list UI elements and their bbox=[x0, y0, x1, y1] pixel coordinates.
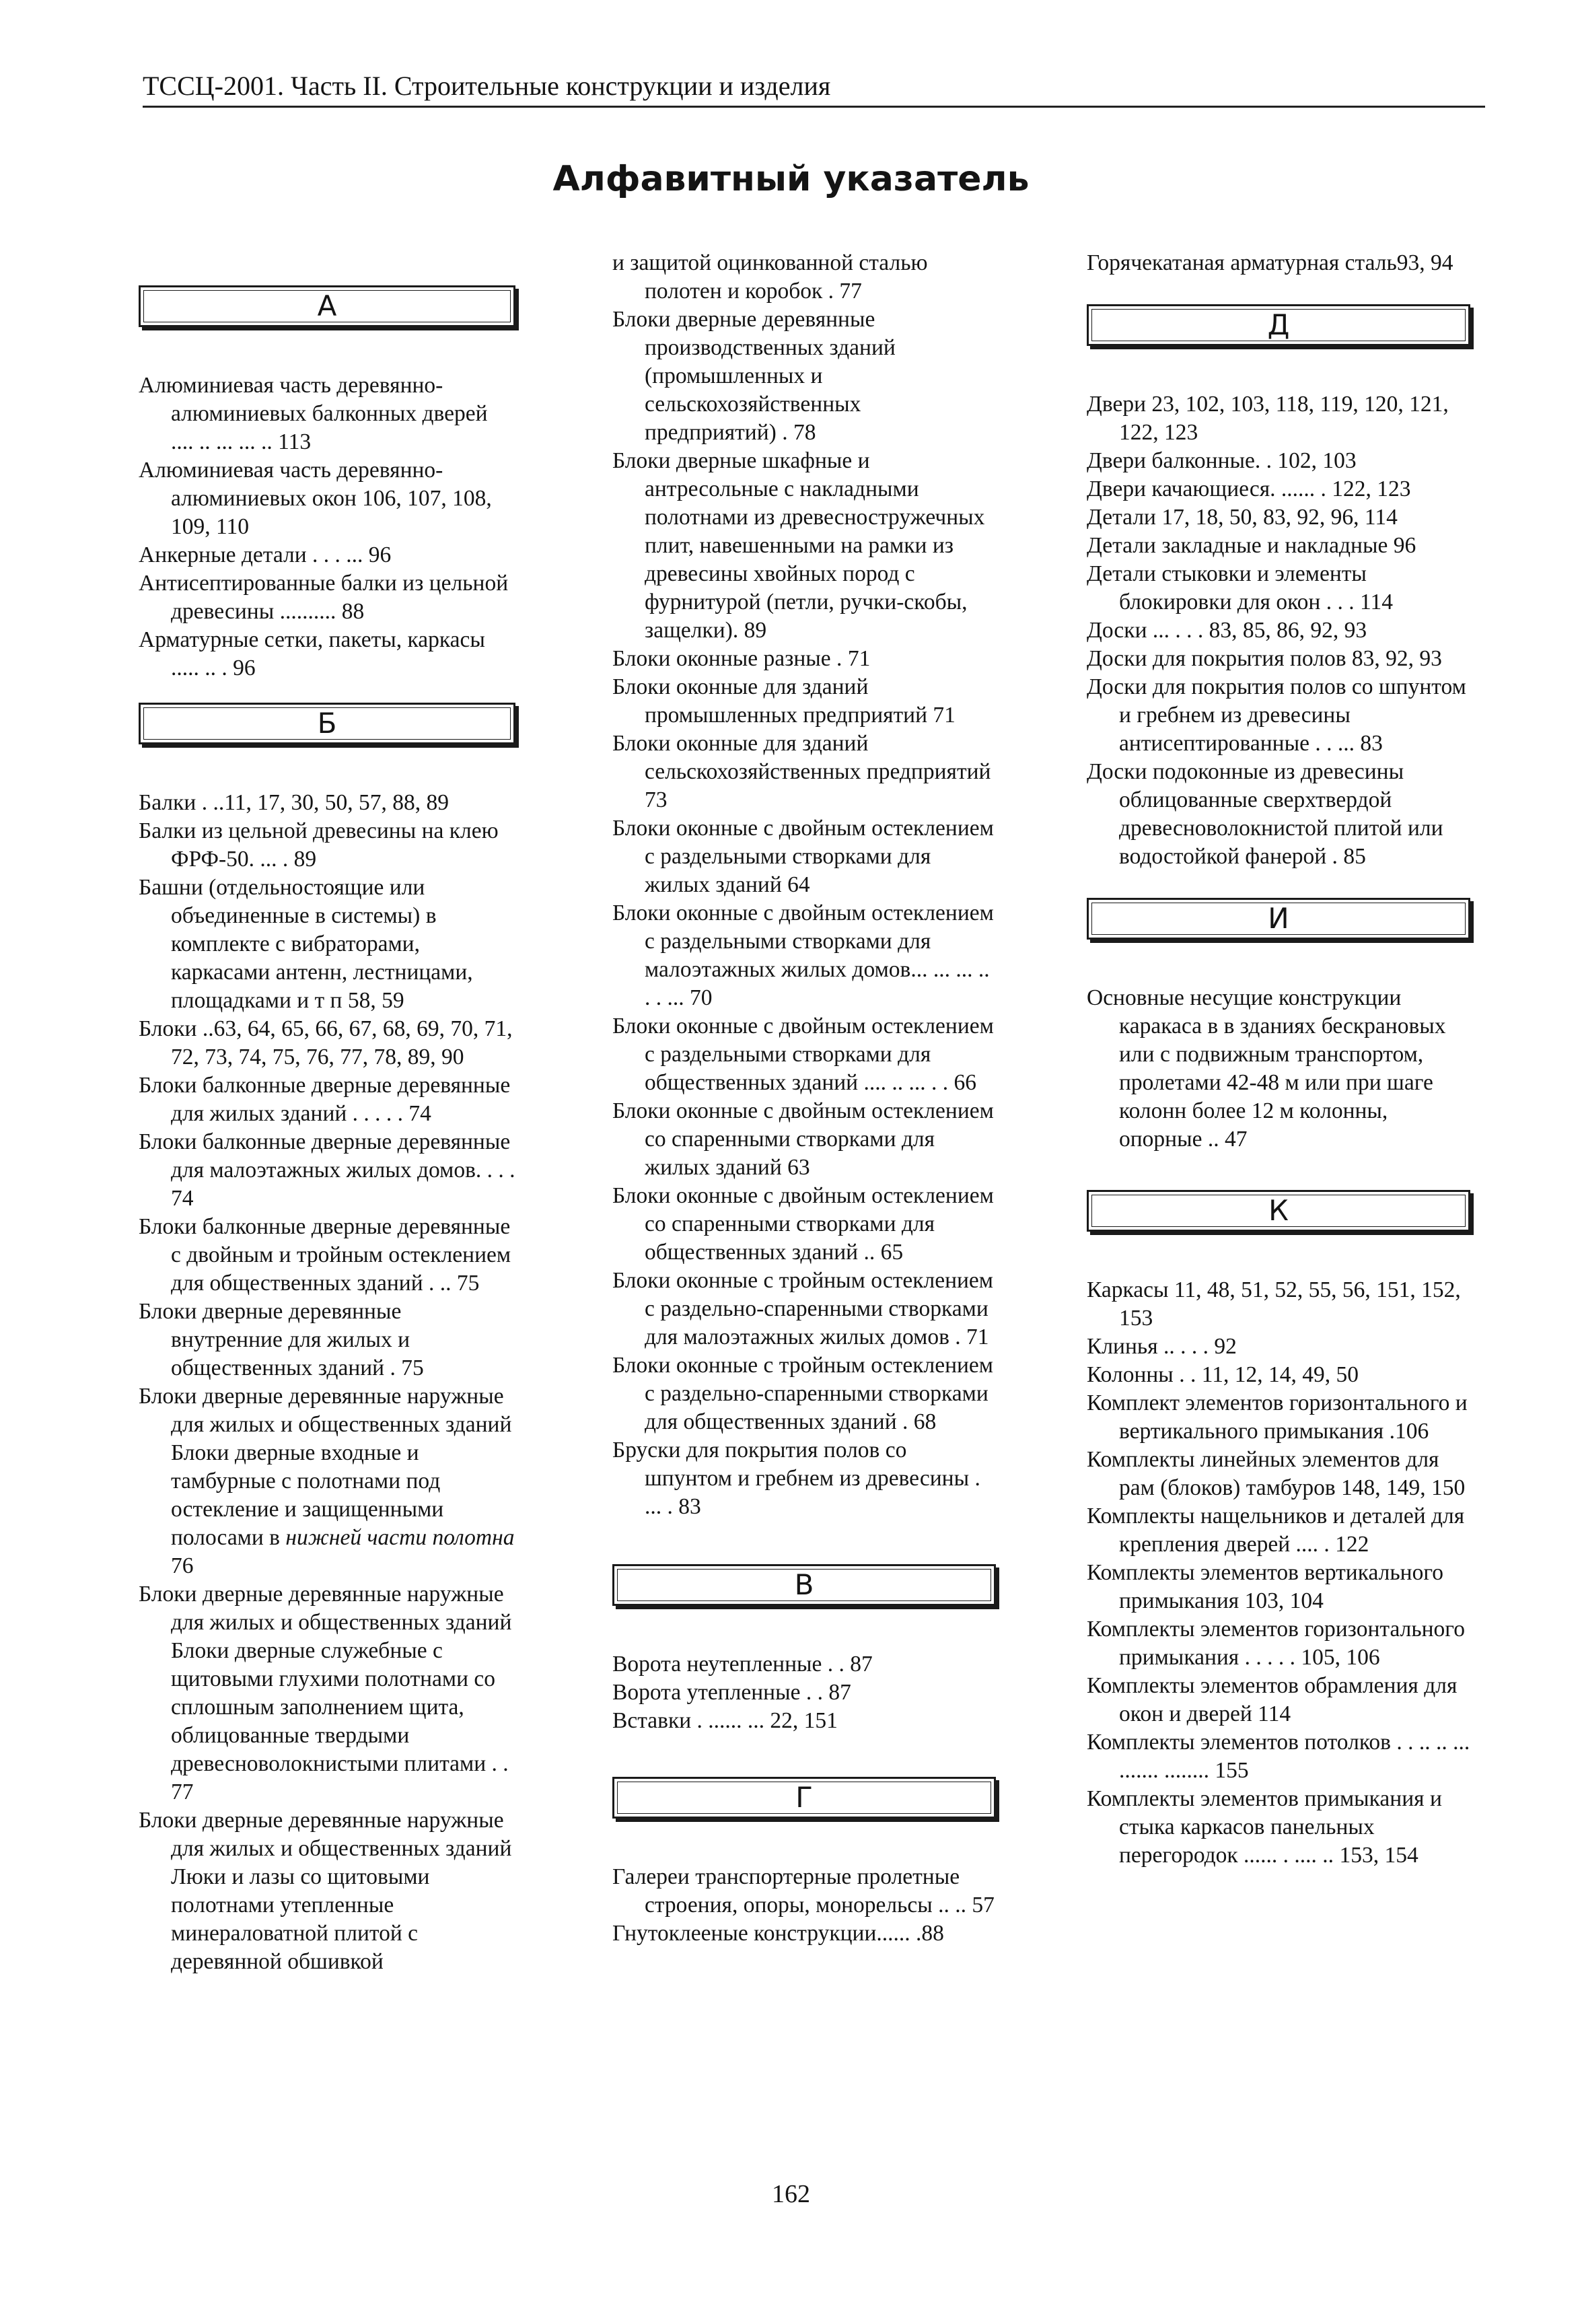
index-entry bbox=[139, 1015, 515, 1071]
index-term: Двери bbox=[1087, 392, 1147, 417]
index-term: Вставки . ...... ... bbox=[612, 1708, 765, 1733]
index-entry bbox=[1087, 447, 1470, 475]
index-pages: 114 bbox=[1258, 1701, 1291, 1726]
index-pages: 87 bbox=[850, 1652, 873, 1677]
index-entry bbox=[1087, 390, 1470, 447]
index-pages: 70 bbox=[690, 985, 713, 1010]
index-term: Блоки дверные деревянные производственных зданий (промышленных и сельскохозяйственных предприятий) . bbox=[612, 307, 896, 445]
index-entry bbox=[139, 541, 515, 569]
index-pages: 94 bbox=[1431, 250, 1453, 275]
entries-col2-top bbox=[612, 249, 996, 1521]
index-pages: 148, 149, 150 bbox=[1341, 1475, 1466, 1500]
index-entry bbox=[612, 1182, 996, 1267]
index-term: Гнутоклееные конструкции...... bbox=[612, 1921, 910, 1946]
index-entry bbox=[139, 789, 515, 817]
index-term: Блоки оконные с двойным остеклением со спаренными створками для жилых зданий bbox=[612, 1098, 994, 1180]
section-letter: Д bbox=[1267, 308, 1290, 341]
index-pages: ..11, 17, 30, 50, 57, 88, 89 bbox=[213, 790, 449, 815]
index-entry bbox=[139, 1580, 515, 1806]
index-entry bbox=[139, 1071, 515, 1128]
section-letter: И bbox=[1268, 902, 1289, 935]
index-entry bbox=[139, 626, 515, 682]
index-term: Двери качающиеся. ...... bbox=[1087, 477, 1316, 501]
index-pages: 23, 102, 103, 118, 119, 120, 121, 122, 123 bbox=[1119, 392, 1449, 445]
page-title: Алфавитный указатель bbox=[552, 159, 1030, 199]
index-pages: 113 bbox=[278, 429, 312, 454]
index-entry bbox=[1087, 503, 1470, 532]
index-term: Комплекты нащельников и деталей для крепления дверей .... . bbox=[1087, 1504, 1465, 1557]
entries-k bbox=[1087, 1276, 1470, 1870]
index-pages: 83, 92, 93 bbox=[1351, 646, 1442, 671]
index-entry bbox=[139, 1382, 515, 1580]
section-letter-box bbox=[139, 285, 515, 327]
index-term: Блоки оконные с тройным остеклением с раздельно-спаренными створками для малоэтажных жилых домов . bbox=[612, 1268, 993, 1349]
entries-i bbox=[1087, 984, 1470, 1154]
index-entry bbox=[1087, 617, 1470, 645]
index-term: Блоки оконные для зданий сельскохозяйственных предприятий bbox=[612, 731, 991, 784]
index-pages: 105, 106 bbox=[1301, 1645, 1380, 1670]
index-pages: 78 bbox=[793, 420, 816, 445]
index-pages: 77 bbox=[839, 279, 862, 304]
index-entry bbox=[1087, 758, 1470, 871]
index-term: Комплекты линейных элементов для рам (блоков) тамбуров bbox=[1087, 1447, 1439, 1500]
index-column-3 bbox=[1087, 249, 1470, 1870]
running-head: ТССЦ-2001. Часть II. Строительные конструкции и изделия bbox=[143, 70, 1485, 108]
index-pages: 75 bbox=[456, 1271, 480, 1296]
index-pages: 102, 103 bbox=[1277, 448, 1357, 473]
index-pages: 73 bbox=[645, 787, 668, 812]
index-pages: 89 bbox=[293, 847, 317, 872]
index-term: Комплект элементов горизонтального и вертикального примыкания bbox=[1087, 1390, 1468, 1444]
entries-g bbox=[612, 1863, 996, 1948]
index-pages: ..63, 64, 65, 66, 67, 68, 69, 70, 71, 72, 73, 74, 75, 76, 77, 78, 89, 90 bbox=[171, 1016, 513, 1069]
index-column-2 bbox=[612, 249, 996, 1948]
index-term: Блоки дверные деревянные наружные для жилых и общественных зданий Люки и лазы со щитовыми полотнами утепленные минераловатной плитой с деревянной обшивкой bbox=[139, 1808, 512, 1974]
index-term: Блоки оконные с двойным остеклением со спаренными створками для общественных зданий .. bbox=[612, 1183, 994, 1265]
index-pages: 66 bbox=[954, 1070, 976, 1095]
index-term: Блоки оконные для зданий промышленных предприятий bbox=[612, 674, 928, 728]
section-letter-box bbox=[1087, 1190, 1470, 1232]
index-term: Комплекты элементов потолков . . .. .. ... ....... ........ bbox=[1087, 1730, 1470, 1783]
index-entry bbox=[1087, 1502, 1470, 1559]
index-term: Комплекты элементов обрамления для окон и дверей bbox=[1087, 1673, 1458, 1726]
section-letter: А bbox=[317, 289, 337, 322]
index-term-italic: нижней части полотна bbox=[285, 1525, 515, 1550]
index-pages: 58, 59 bbox=[347, 988, 404, 1013]
index-entry bbox=[139, 569, 515, 626]
index-term: Антисептированные балки из цельной древесины .......... bbox=[139, 571, 509, 624]
index-term: Детали закладные и накладные bbox=[1087, 533, 1388, 558]
index-term: Блоки балконные дверные деревянные с двойным и тройным остеклением для общественных зданий . .. bbox=[139, 1214, 511, 1296]
index-term: Блоки оконные с двойным остеклением с раздельными створками для общественных зданий .... .. ... . . bbox=[612, 1014, 994, 1095]
index-term: Блоки оконные с двойным остеклением с раздельными створками для жилых зданий bbox=[612, 816, 994, 897]
section-letter-box bbox=[612, 1564, 996, 1606]
index-pages: 103, 104 bbox=[1244, 1588, 1324, 1613]
index-pages: 92 bbox=[1214, 1334, 1237, 1359]
index-entry bbox=[1087, 1446, 1470, 1502]
entries-v bbox=[612, 1650, 996, 1735]
index-pages: 153, 154 bbox=[1339, 1843, 1418, 1868]
index-entry bbox=[1087, 1559, 1470, 1615]
index-pages: 77 bbox=[171, 1780, 194, 1804]
entries-col3-top bbox=[1087, 249, 1470, 277]
index-term: Балки . bbox=[139, 790, 208, 815]
index-term: Доски для покрытия полов со шпунтом и гребнем из древесины антисептированные . . ... bbox=[1087, 674, 1466, 756]
index-entry bbox=[612, 1650, 996, 1679]
index-entry bbox=[612, 1920, 996, 1948]
index-pages: 57 bbox=[972, 1893, 995, 1917]
index-entry bbox=[139, 817, 515, 874]
index-pages: . 122, 123 bbox=[1320, 477, 1411, 501]
section-letter-box bbox=[139, 703, 515, 744]
section-letter: В bbox=[794, 1568, 814, 1601]
index-entry bbox=[612, 1351, 996, 1436]
index-entry bbox=[1087, 560, 1470, 617]
entries-d bbox=[1087, 390, 1470, 871]
index-pages: 122 bbox=[1335, 1532, 1369, 1557]
index-pages: 71 bbox=[847, 646, 871, 671]
index-term: Арматурные сетки, пакеты, каркасы ..... .. . bbox=[139, 627, 485, 680]
index-entry bbox=[612, 645, 996, 673]
index-column-1 bbox=[139, 272, 515, 1976]
index-entry bbox=[1087, 1333, 1470, 1361]
index-entry bbox=[1087, 1785, 1470, 1870]
index-pages: 65 bbox=[880, 1240, 904, 1265]
index-pages: 22, 151 bbox=[770, 1708, 838, 1733]
index-term: Алюминиевая часть деревянно-алюминиевых балконных дверей .... .. ... ... .. bbox=[139, 373, 488, 454]
index-entry bbox=[139, 1298, 515, 1382]
index-entry bbox=[139, 874, 515, 1015]
index-pages: 96 bbox=[368, 542, 392, 567]
index-term: и защитой оцинкованной сталью полотен и коробок . bbox=[612, 250, 928, 304]
index-entry bbox=[612, 447, 996, 645]
index-entry bbox=[612, 306, 996, 447]
index-term: Блоки дверные деревянные наружные для жилых и общественных зданий Блоки дверные входные и тамбурные с полотнами под остекление и защищенными полосами в bbox=[139, 1384, 512, 1550]
index-term: Доски для покрытия полов bbox=[1087, 646, 1346, 671]
index-pages: 83, 85, 86, 92, 93 bbox=[1209, 618, 1367, 643]
index-term: Колонны . . bbox=[1087, 1362, 1196, 1387]
index-pages: 87 bbox=[828, 1680, 851, 1705]
index-entry bbox=[612, 1267, 996, 1351]
index-entry bbox=[139, 1128, 515, 1213]
entries-b bbox=[139, 789, 515, 1976]
index-term: Блоки оконные с двойным остеклением с раздельными створками для малоэтажных жилых домов... ... ... .. . . ... bbox=[612, 901, 994, 1010]
index-entry bbox=[612, 1679, 996, 1707]
index-pages: . 74 bbox=[171, 1158, 515, 1211]
index-entry bbox=[1087, 1728, 1470, 1785]
index-term: Блоки дверные деревянные наружные для жилых и общественных зданий Блоки дверные служебные с щитовыми глухими полотнами со сплошным заполнением щита, облицованные твердыми древесноволокнистыми плитами . . bbox=[139, 1582, 512, 1776]
index-term: Комплекты элементов вертикального примыкания bbox=[1087, 1560, 1443, 1613]
section-letter-box bbox=[1087, 304, 1470, 346]
index-entry bbox=[612, 730, 996, 814]
section-letter: Б bbox=[317, 707, 337, 740]
index-entry bbox=[1087, 475, 1470, 503]
index-pages: 85 bbox=[1343, 844, 1366, 869]
index-term: Блоки оконные разные . bbox=[612, 646, 842, 671]
index-entry bbox=[1087, 1276, 1470, 1333]
index-term: Ворота неутепленные . . bbox=[612, 1652, 844, 1677]
index-entry bbox=[1087, 532, 1470, 560]
index-entry bbox=[612, 1012, 996, 1097]
index-term: Бруски для покрытия полов со шпунтом и гребнем из древесины . ... . bbox=[612, 1438, 980, 1519]
index-pages: 83 bbox=[678, 1494, 701, 1519]
index-entry bbox=[139, 372, 515, 456]
page-number: 162 bbox=[772, 2180, 810, 2208]
index-term: Алюминиевая часть деревянно-алюминиевых окон bbox=[139, 458, 443, 511]
index-pages: 88 bbox=[341, 599, 365, 624]
index-pages: 71 bbox=[933, 703, 956, 728]
index-term: Доски ... . . . bbox=[1087, 618, 1204, 643]
index-term: Комплекты элементов горизонтального примыкания . . . . . bbox=[1087, 1617, 1465, 1670]
index-entry bbox=[612, 1436, 996, 1521]
index-term: Основные несущие конструкции каракаса в в зданиях бескрановых или с подвижным транспортом, пролетами 42-48 м или при шаге колонн более 12 м колонны, опорные .. bbox=[1087, 985, 1446, 1152]
index-pages: 17, 18, 50, 83, 92, 96, 114 bbox=[1161, 505, 1398, 530]
index-term: Каркасы bbox=[1087, 1277, 1169, 1302]
index-pages: 75 bbox=[401, 1355, 424, 1380]
index-entry bbox=[1087, 673, 1470, 758]
index-term: Блоки балконные дверные деревянные для жилых зданий . . . . . bbox=[139, 1073, 511, 1126]
index-entry bbox=[612, 814, 996, 899]
section-letter: К bbox=[1268, 1194, 1289, 1227]
index-pages: 96 bbox=[233, 656, 256, 680]
index-entry bbox=[1087, 984, 1470, 1154]
index-entry bbox=[612, 899, 996, 1012]
index-term: Ворота утепленные . . bbox=[612, 1680, 823, 1705]
index-pages: 11, 12, 14, 49, 50 bbox=[1201, 1362, 1359, 1387]
index-pages: 71 bbox=[966, 1325, 989, 1349]
index-term: Горячекатаная арматурная сталь93, bbox=[1087, 250, 1425, 275]
index-term: Башни (отдельностоящие или объединенные в системы) в комплекте с вибраторами, каркасами антенн, лестницами, площадками и т п bbox=[139, 875, 473, 1013]
index-entry bbox=[1087, 1672, 1470, 1728]
index-entry bbox=[612, 249, 996, 306]
index-pages: .88 bbox=[916, 1921, 944, 1946]
index-entry bbox=[139, 1213, 515, 1298]
index-term: Доски подоконные из древесины облицованные сверхтвердой древесноволокнистой плитой или водостойкой фанерой . bbox=[1087, 759, 1443, 869]
index-pages: 96 bbox=[1393, 533, 1416, 558]
index-term: Блоки bbox=[139, 1016, 197, 1041]
index-entry bbox=[1087, 249, 1470, 277]
index-entry bbox=[1087, 1615, 1470, 1672]
index-entry bbox=[612, 1863, 996, 1920]
index-pages: 106, 107, 108, 109, 110 bbox=[171, 486, 492, 539]
index-pages: 76 bbox=[171, 1553, 194, 1578]
index-term: Комплекты элементов примыкания и стыка каркасов панельных перегородок ...... . .... .. bbox=[1087, 1786, 1442, 1868]
section-letter: Г bbox=[795, 1781, 813, 1814]
index-term: Анкерные детали . . . ... bbox=[139, 542, 363, 567]
index-entry bbox=[1087, 645, 1470, 673]
index-pages: 74 bbox=[408, 1101, 431, 1126]
index-pages: .106 bbox=[1389, 1419, 1429, 1444]
index-entry bbox=[1087, 1361, 1470, 1389]
index-pages: 155 bbox=[1215, 1758, 1249, 1783]
index-pages: 89 bbox=[744, 618, 767, 643]
index-term: Галереи транспортерные пролетные строения, опоры, монорельсы .. .. bbox=[612, 1864, 967, 1917]
section-letter-box bbox=[612, 1777, 996, 1819]
index-term: Блоки балконные дверные деревянные для малоэтажных жилых домов. . . bbox=[139, 1129, 511, 1183]
index-pages: 47 bbox=[1224, 1127, 1248, 1152]
index-term: Детали стыковки и элементы блокировки для окон . . . bbox=[1087, 561, 1367, 614]
index-term: Детали bbox=[1087, 505, 1156, 530]
index-entry bbox=[139, 456, 515, 541]
index-pages: 114 bbox=[1359, 590, 1393, 614]
index-term: Клинья .. . . . bbox=[1087, 1334, 1209, 1359]
index-term: Блоки дверные деревянные внутренние для жилых и общественных зданий . bbox=[139, 1299, 410, 1380]
index-term: Блоки дверные шкафные и антресольные с накладными полотнами из древесностружечных плит, навешенными на рамки из древесины хвойных пород с фурнитурой (петли, ручки-скобы, защелки). bbox=[612, 448, 985, 643]
index-pages: 11, 48, 51, 52, 55, 56, 151, 152, 153 bbox=[1119, 1277, 1461, 1331]
index-term: Блоки оконные с тройным остеклением с раздельно-спаренными створками для общественных зданий . bbox=[612, 1353, 993, 1434]
entries-a bbox=[139, 372, 515, 682]
index-entry bbox=[612, 1097, 996, 1182]
index-entry bbox=[612, 1707, 996, 1735]
section-letter-box bbox=[1087, 898, 1470, 940]
index-entry bbox=[139, 1806, 515, 1976]
index-entry bbox=[612, 673, 996, 730]
index-pages: 63 bbox=[787, 1155, 810, 1180]
index-term: Двери балконные. . bbox=[1087, 448, 1272, 473]
index-pages: 83 bbox=[1360, 731, 1383, 756]
index-pages: 64 bbox=[787, 872, 810, 897]
index-term: Балки из цельной древесины на клею ФРФ-50. ... . bbox=[139, 818, 499, 872]
index-pages: 68 bbox=[913, 1409, 937, 1434]
index-entry bbox=[1087, 1389, 1470, 1446]
